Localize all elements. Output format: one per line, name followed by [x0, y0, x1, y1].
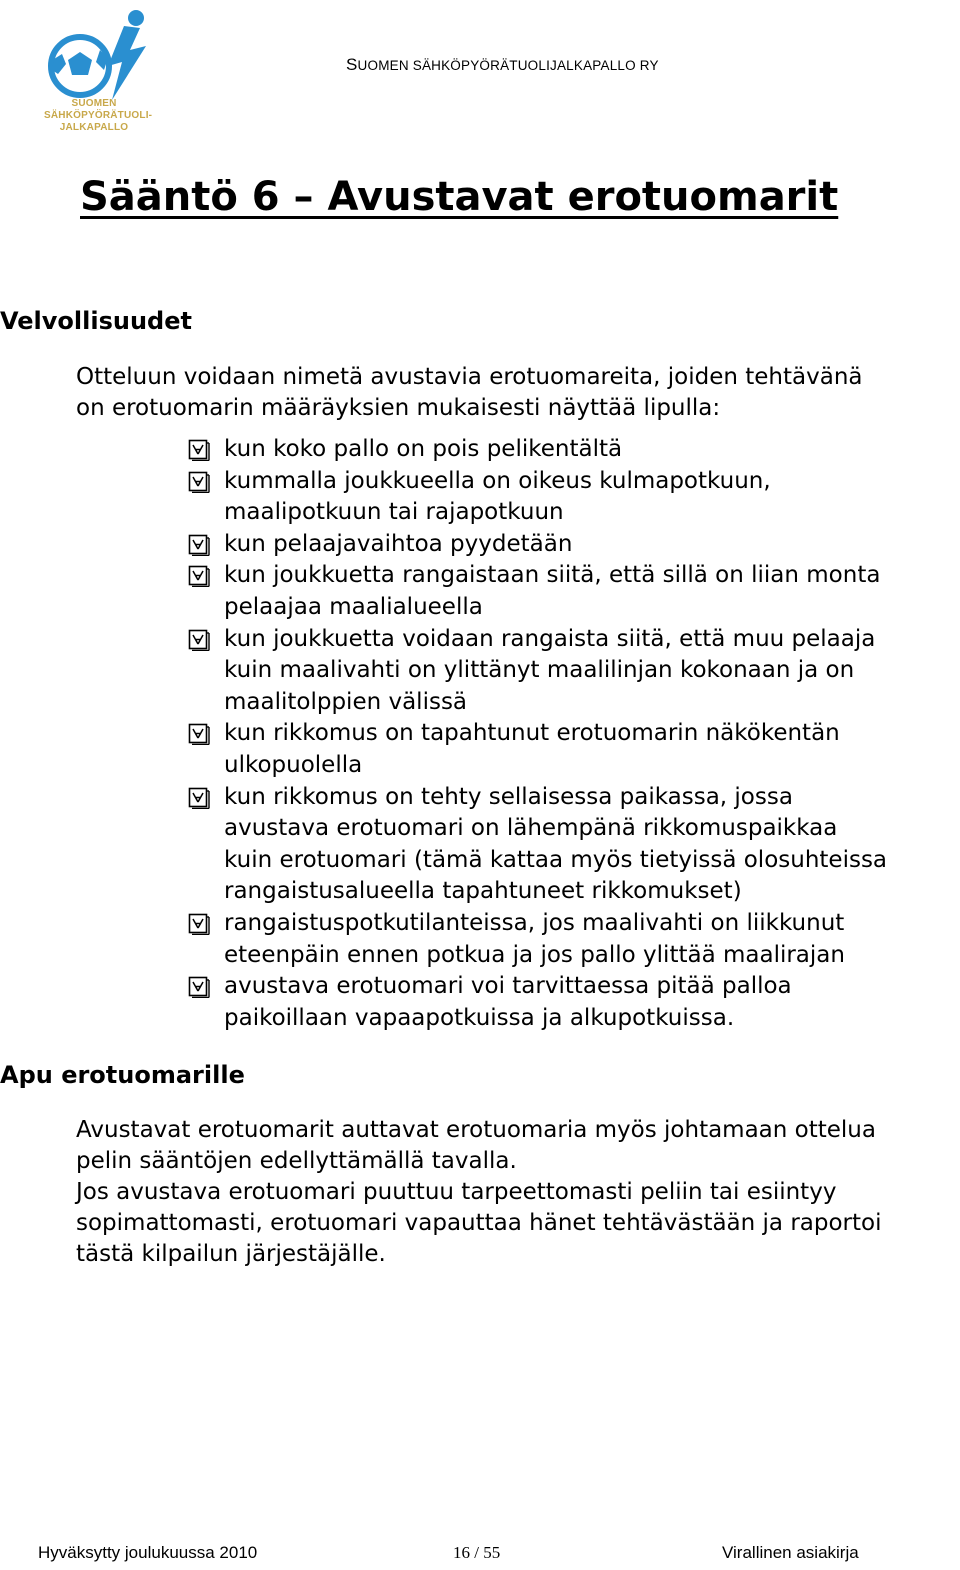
- checkbox-x-icon: [188, 629, 210, 651]
- paragraph-line: sopimattomasti, erotuomari vapauttaa hänet tehtävästään ja raportoi: [76, 1210, 882, 1236]
- paragraph-line: on erotuomarin määräyksien mukaisesti näyttää lipulla:: [76, 395, 721, 421]
- list-item: [188, 466, 960, 529]
- organization-name-rest: UOMEN SÄHKÖPYÖRÄTUOLIJALKAPALLO RY: [357, 58, 659, 73]
- list-item-line: avustava erotuomari voi tarvittaessa pitää palloa: [224, 973, 792, 1000]
- list-item-line: ulkopuolella: [224, 751, 363, 778]
- checkbox-x-icon: [188, 787, 210, 809]
- list-item-line: kun pelaajavaihtoa pyydetään: [224, 530, 573, 557]
- list-item: [188, 971, 960, 1034]
- assist-paragraph: [76, 1115, 960, 1270]
- list-item-line: maalipotkuun tai rajapotkuun: [224, 499, 564, 526]
- list-item-line: eteenpäin ennen potkua ja jos pallo ylittää maalirajan: [224, 941, 845, 968]
- checkbox-x-icon: [188, 565, 210, 587]
- football-lightning-logo-icon: [44, 4, 156, 104]
- paragraph-line: Avustavat erotuomarit auttavat erotuomaria myös johtamaan ottelua: [76, 1117, 876, 1143]
- list-item-line: kuin maalivahti on ylittänyt maalilinjan kokonaan ja on: [224, 657, 855, 684]
- checkbox-x-icon: [188, 976, 210, 998]
- list-item: [188, 718, 960, 781]
- logo-text-line: SUOMEN: [71, 98, 117, 109]
- list-item-line: paikoillaan vapaapotkuissa ja alkupotkuissa.: [224, 1004, 735, 1031]
- footer-page-number: 16 / 55: [453, 1543, 501, 1562]
- list-item-line: avustava erotuomari on lähempänä rikkomuspaikkaa: [224, 815, 838, 842]
- organization-name: [346, 55, 659, 75]
- list-item: [188, 560, 960, 623]
- list-item-line: rangaistuspotkutilanteissa, jos maalivahti on liikkunut: [224, 909, 845, 936]
- section-heading-velvollisuudet: Velvollisuudet: [0, 307, 192, 335]
- logo-text: [44, 98, 153, 134]
- paragraph-line: Jos avustava erotuomari puuttuu tarpeettomasti peliin tai esiintyy: [76, 1179, 837, 1205]
- paragraph-line: pelin sääntöjen edellyttämällä tavalla.: [76, 1148, 517, 1174]
- list-item-line: maalitolppien välissä: [224, 688, 468, 715]
- logo-text-line: SÄHKÖPYÖRÄTUOLI-: [44, 110, 153, 121]
- checkbox-x-icon: [188, 534, 210, 556]
- list-item: [188, 624, 960, 719]
- paragraph-line: Otteluun voidaan nimetä avustavia erotuomareita, joiden tehtävänä: [76, 364, 863, 390]
- list-item-line: kun rikkomus on tehty sellaisessa paikassa, jossa: [224, 783, 793, 810]
- checkbox-x-icon: [188, 471, 210, 493]
- checkbox-x-icon: [188, 723, 210, 745]
- section-heading-apu-erotuomarille: Apu erotuomarille: [0, 1061, 245, 1089]
- list-item-line: kummalla joukkueella on oikeus kulmapotkuun,: [224, 467, 771, 494]
- duties-list: [188, 434, 960, 1034]
- list-item-line: kuin erotuomari (tämä kattaa myös tietyissä olosuhteissa: [224, 846, 888, 873]
- paragraph-line: tästä kilpailun järjestäjälle.: [76, 1241, 386, 1267]
- list-item-line: kun joukkuetta rangaistaan siitä, että sillä on liian monta: [224, 562, 881, 589]
- list-item: [188, 529, 960, 561]
- list-item: [188, 782, 960, 908]
- logo-text-line: JALKAPALLO: [59, 122, 129, 133]
- list-item-line: rangaistusalueella tapahtuneet rikkomukset): [224, 878, 742, 905]
- list-item: [188, 908, 960, 971]
- organization-logo: [44, 4, 156, 140]
- list-item: [188, 434, 960, 466]
- checkbox-x-icon: [188, 439, 210, 461]
- intro-paragraph: [76, 362, 960, 424]
- list-item-line: kun koko pallo on pois pelikentältä: [224, 436, 623, 462]
- list-item-line: kun rikkomus on tapahtunut erotuomarin näkökentän: [224, 720, 840, 747]
- footer-document-status: Virallinen asiakirja: [722, 1543, 859, 1562]
- list-item-line: pelaajaa maalialueella: [224, 593, 483, 620]
- page-footer: [0, 1543, 960, 1567]
- organization-name-initial: S: [346, 55, 358, 74]
- page-title: Sääntö 6 – Avustavat erotuomarit: [80, 174, 839, 220]
- list-item-line: kun joukkuetta voidaan rangaista siitä, että muu pelaaja: [224, 625, 876, 652]
- checkbox-x-icon: [188, 913, 210, 935]
- footer-approval-date: Hyväksytty joulukuussa 2010: [38, 1543, 258, 1562]
